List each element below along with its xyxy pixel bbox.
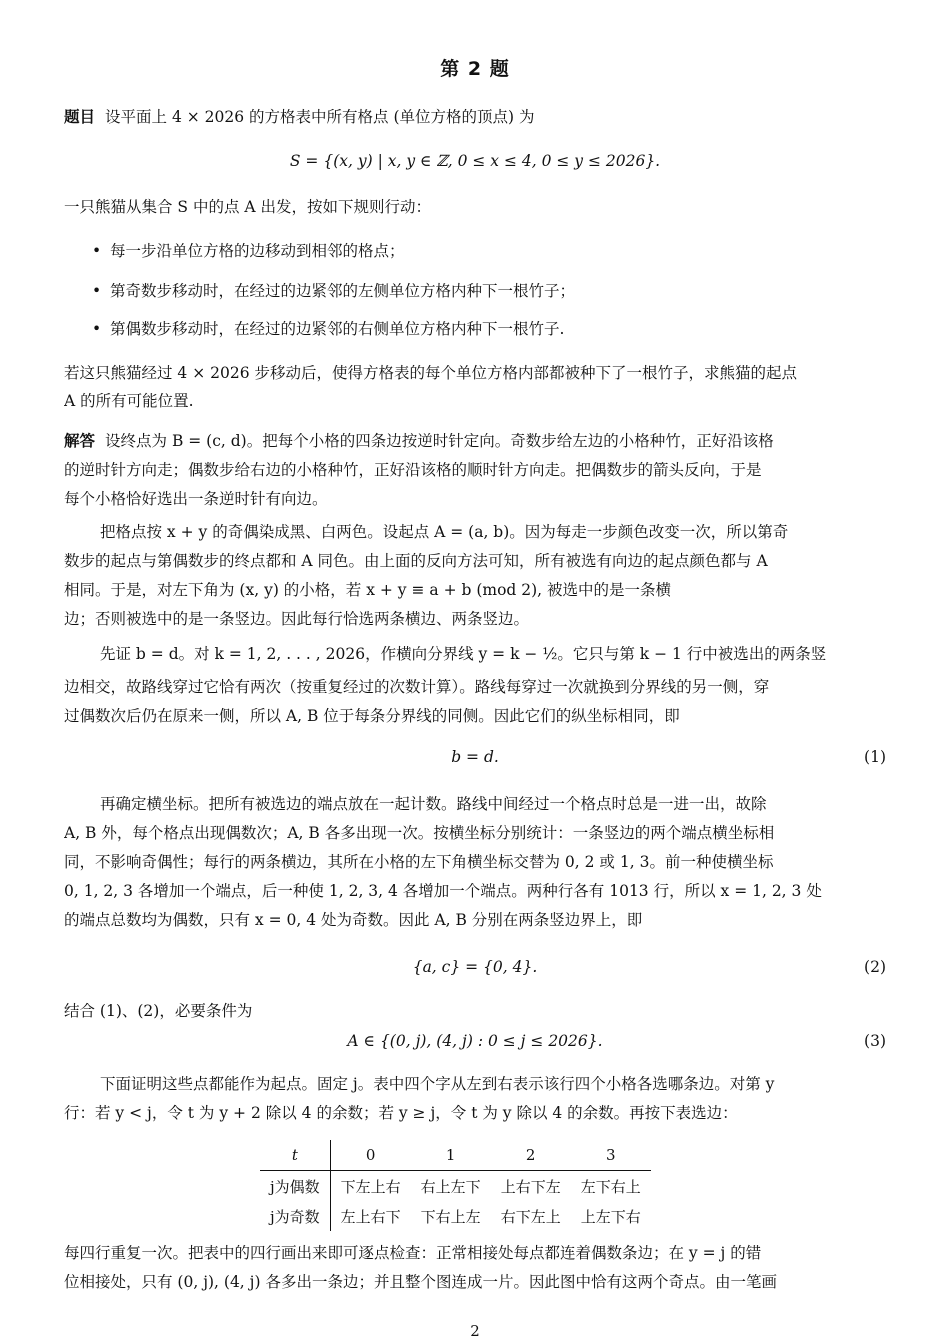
solution-p3-line-1: 先证 b = d。对 k = 1, 2, . . . , 2026，作横向分界线 y = k − ½。它只与第 k − 1 行中被选出的两条竖 xyxy=(100,645,827,663)
table-header-cell: 3 xyxy=(571,1140,651,1171)
solution-p4-line-4: 0, 1, 2, 3 各增加一个端点，后一种使 1, 2, 3, 4 各增加一个端点。两种行各有 1013 行，所以 x = 1, 2, 3 处 xyxy=(64,882,822,900)
page-number: 2 xyxy=(470,1322,480,1340)
bullet-icon: • xyxy=(92,320,102,338)
solution-p2-line-3: 相同。于是，对左下角为 (x, y) 的小格，若 x + y ≡ a + b (mod 2), 被选中的是一条横 xyxy=(64,581,672,599)
bullet-icon: • xyxy=(92,242,102,260)
solution-p2-line-4: 边；否则被选中的是一条竖边。因此每行恰选两条横边、两条竖边。 xyxy=(64,610,530,628)
solution-p6-line-2: 行：若 y < j，令 t 为 y + 2 除以 4 的余数；若 y ≥ j，令 t 为 y 除以 4 的余数。再按下表选边： xyxy=(64,1104,738,1122)
table-cell: 右上左下 xyxy=(420,1177,481,1196)
problem-text: 设平面上 4 × 2026 的方格表中所有格点 (单位方格的顶点) 为 xyxy=(105,108,535,126)
table-row-header: j为奇数 xyxy=(260,1201,330,1231)
problem-label: 题目 xyxy=(64,108,96,126)
problem-line-2: 一只熊猫从集合 S 中的点 A 出发，按如下规则行动： xyxy=(64,198,432,216)
equation-1: b = d. xyxy=(451,748,499,766)
set-equation: S = {(x, y) | x, y ∈ ℤ, 0 ≤ x ≤ 4, 0 ≤ y ≤ 2026}. xyxy=(289,152,661,170)
table-cell: 下右上左 xyxy=(420,1207,481,1226)
solution-text: 设终点为 B = (c, d)。把每个小格的四条边按逆时针定向。奇数步给左边的小格种竹，正好沿该格 xyxy=(105,432,774,450)
table-row xyxy=(260,1201,651,1231)
table-header-row xyxy=(260,1140,651,1171)
bullet-icon: • xyxy=(92,282,102,300)
rule-3: 第偶数步移动时，在经过的边紧邻的右侧单位方格内种下一根竹子. xyxy=(110,320,565,338)
solution-p4-line-3: 同，不影响奇偶性；每行的两条横边，其所在小格的左下角横坐标交替为 0, 2 或 1, 3。前一种使横坐标 xyxy=(64,853,774,871)
problem-line-3: 若这只熊猫经过 4 × 2026 步移动后，使得方格表的每个单位方格内部都被种下了一根竹子，求熊猫的起点 xyxy=(64,364,798,382)
solution-p4-line-1: 再确定横坐标。把所有被选边的端点放在一起计数。路线中间经过一个格点时总是一进一出，故除 xyxy=(100,795,767,813)
solution-p1-line-1 xyxy=(64,430,886,452)
rule-1: 每一步沿单位方格的边移动到相邻的格点； xyxy=(110,242,405,260)
table-cell: 上左下右 xyxy=(580,1207,641,1226)
table-header-cell: 0 xyxy=(330,1140,411,1171)
solution-p3-line-3: 过偶数次后仍在原来一侧，所以 A, B 位于每条分界线的同侧。因此它们的纵坐标相同，即 xyxy=(64,707,680,725)
solution-p4-line-5: 的端点总数均为偶数，只有 x = 0, 4 处为奇数。因此 A, B 分别在两条竖边界上，即 xyxy=(64,911,643,929)
rule-2: 第奇数步移动时，在经过的边紧邻的左侧单位方格内种下一根竹子； xyxy=(110,282,576,300)
solution-p3-line-2: 边相交，故路线穿过它恰有两次（按重复经过的次数计算）。路线每穿过一次就换到分界线的另一侧，穿 xyxy=(64,678,770,696)
equation-3-number: (3) xyxy=(864,1032,886,1050)
table-header-cell: 1 xyxy=(411,1140,491,1171)
solution-p7-line-2: 位相接处，只有 (0, j), (4, j) 各多出一条边；并且整个图连成一片。因此图中恰有这两个奇点。由一笔画 xyxy=(64,1273,777,1291)
table-cell: 左下右上 xyxy=(580,1177,641,1196)
problem-line-1 xyxy=(64,106,886,128)
solution-p6-line-1: 下面证明这些点都能作为起点。固定 j。表中四个字从左到右表示该行四个小格各选哪条边。对第 y xyxy=(100,1075,775,1093)
solution-p4-line-2: A, B 外，每个格点出现偶数次；A, B 各多出现一次。按横坐标分别统计：一条竖边的两个端点横坐标相 xyxy=(64,824,775,842)
table-row xyxy=(260,1171,651,1202)
problem-line-4: A 的所有可能位置. xyxy=(64,392,194,410)
table-cell: 上右下左 xyxy=(500,1177,561,1196)
equation-2-number: (2) xyxy=(864,958,886,976)
edge-selection-table xyxy=(260,1140,651,1231)
table-cell: 下左上右 xyxy=(340,1177,401,1196)
table-row-header: j为偶数 xyxy=(260,1171,330,1202)
table-header-cell: 2 xyxy=(491,1140,571,1171)
problem-title: 第 2 题 xyxy=(440,58,510,80)
solution-p2-line-1: 把格点按 x + y 的奇偶染成黑、白两色。设起点 A = (a, b)。因为每走一步颜色改变一次，所以第奇 xyxy=(100,523,789,541)
table-cell: 右下左上 xyxy=(500,1207,561,1226)
solution-p1-line-2: 的逆时针方向走；偶数步给右边的小格种竹，正好沿该格的顺时针方向走。把偶数步的箭头反向，于是 xyxy=(64,461,762,479)
solution-p7-line-1: 每四行重复一次。把表中的四行画出来即可逐点检查：正常相接处每点都连着偶数条边；在 y = j 的错 xyxy=(64,1244,762,1262)
equation-3: A ∈ {(0, j), (4, j) : 0 ≤ j ≤ 2026}. xyxy=(347,1032,603,1050)
solution-p1-line-3: 每个小格恰好选出一条逆时针有向边。 xyxy=(64,490,328,508)
solution-p5: 结合 (1)、(2)，必要条件为 xyxy=(64,1002,253,1020)
table-header-cell: t xyxy=(260,1140,330,1171)
table-cell: 左上右下 xyxy=(340,1207,401,1226)
equation-1-number: (1) xyxy=(864,748,886,766)
solution-p2-line-2: 数步的起点与第偶数步的终点都和 A 同色。由上面的反向方法可知，所有被选有向边的起点颜色都与 A xyxy=(64,552,768,570)
solution-label: 解答 xyxy=(64,432,96,450)
equation-2: {a, c} = {0, 4}. xyxy=(412,958,538,976)
